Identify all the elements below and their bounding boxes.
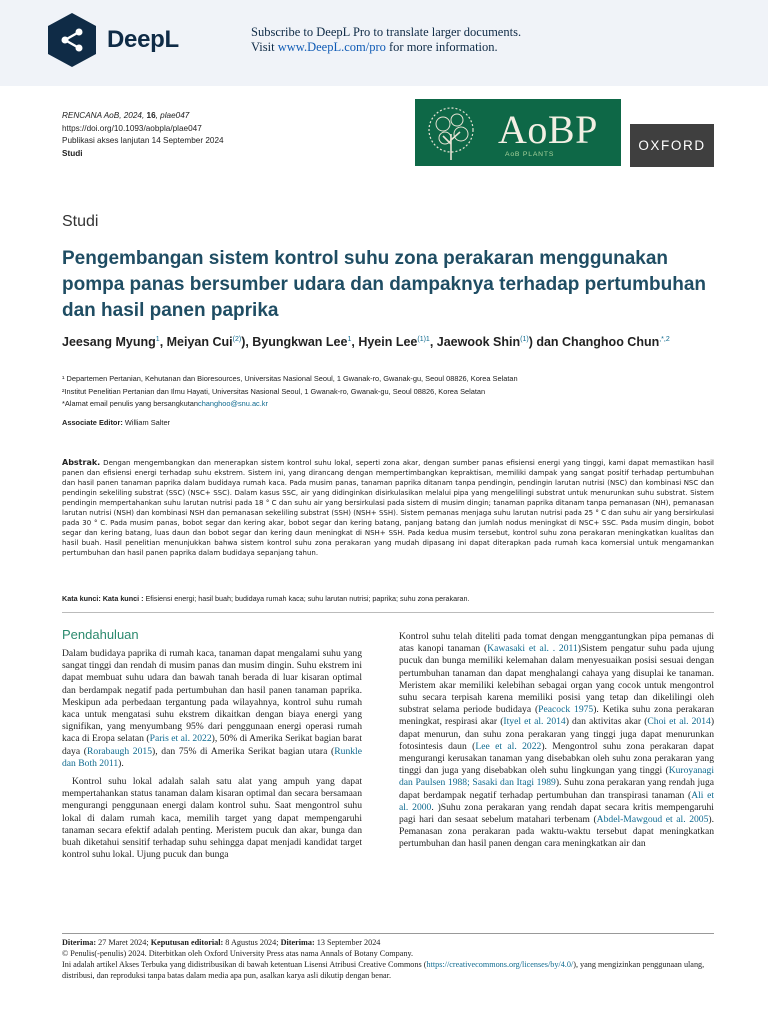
affiliations — [62, 373, 712, 411]
tree-icon — [421, 104, 481, 162]
affil-mark: 1 — [347, 336, 352, 343]
citation-link[interactable]: Rorabaugh 2015 — [87, 745, 152, 757]
divider — [62, 612, 714, 613]
citation-link[interactable]: Choi et al. 2014 — [647, 716, 711, 728]
keywords: Kata kunci: Kata kunci : Efisiensi energi; hasil buah; budidaya rumah kaca; suhu larutan nutrisi; paprika; suhu zona perakaran. — [62, 594, 470, 603]
author-name[interactable]: ) dan Changhoo Chun — [528, 335, 660, 350]
article-footer — [62, 937, 722, 981]
citation-link[interactable]: Lee et al. 2022 — [475, 740, 542, 752]
affiliation-2: ²Institut Penelitian Pertanian dan Ilmu Hayati, Universitas Nasional Seoul, 1 Gwanak-ro, Gwanak-gu, Seoul 08826, Korea Selatan — [62, 386, 486, 396]
deepl-banner — [0, 0, 768, 86]
aobp-wordmark: AoBP — [498, 107, 598, 152]
banner-line-2: Visit www.DeepL.com/pro for more information. — [251, 40, 498, 54]
citation-link[interactable]: Kawasaki et al. . 2011 — [487, 643, 578, 655]
author-name[interactable]: ), Byungkwan Lee — [241, 335, 348, 350]
access-date: Publikasi akses lanjutan 14 September 2024 — [62, 136, 224, 145]
article-type: Studi — [62, 213, 99, 230]
oxford-logo — [630, 124, 714, 167]
section-label: Studi — [62, 148, 83, 158]
citation-link[interactable]: Kuroyanagi dan Paulsen 1988; Sasaki dan Itagi 1989 — [399, 765, 714, 789]
deepl-brand: DeepL — [107, 26, 179, 53]
journal-citation: RENCANA AoB, 2024, 16, plae047 — [62, 111, 190, 120]
oxford-wordmark: OXFORD — [638, 138, 706, 153]
citation-link[interactable]: Peacock 1975 — [538, 704, 594, 716]
paragraph: Dalam budidaya paprika di rumah kaca, tanaman dapat mengalami suhu yang sangat tinggi dan rendah di musim panas dan musim dingin. Suhu ekstrem ini dapat membuat suhu udara dan bawah tanah berada di luar kisaran optimal dan berdampak negatif pada pertumbuhan dan hasil panen tanaman paprika. Meskipun ada perbedaan tergantung pada wilayahnya, kontrol suhu rumah kaca untuk mengatasi suhu ekstrem dikaitkan dengan biaya energi yang signifikan, yang menyumbang 95% dari penggunaan energi operasi rumah kaca di Eropa selatan (Paris et al. 2022), 50% di Amerika Serikat bagian barat daya (Rorabaugh 2015), dan 75% di Amerika Serikat bagian utara (Runkle dan Both 2011). — [62, 648, 362, 769]
dates-line: Diterima: 27 Maret 2024; Keputusan editorial: 8 Agustus 2024; Diterima: 13 September 2024 — [62, 938, 381, 947]
affil-mark: (2) — [232, 336, 242, 343]
abstract-text: Dengan mengembangkan dan menerapkan sistem kontrol suhu lokal, seperti zona akar, dengan sumber panas efisiensi energi yang tinggi, kami dapat memastikan hasil panen dan efisiensi energi terhadap suhu ekstrem. Sistem ini, yang dirancang dengan mempertimbangkan kepraktisan, memiliki dampak yang sangat positif terhadap pertumbuhan dan hasil panen tanaman paprika dalam budidaya rumah kaca. Pada musim panas, tanaman paprika ditanam tanpa pendingin, pendingin larutan nutrisi (NSC) dan kombinasi NSC dan pendingin sekeliling substrat (SSC) (NSC+ SSC). Dalam kasus SSC, air yang didinginkan disirkulasikan melalui pipa yang mengelilingi substrat untuk menurunkan suhu substrat. Sistem pendingin mempertahankan suhu larutan nutrisi pada 18 ° C dan suhu air yang bersirkulasi pada sistem di musim dingin; tanaman paprika ditanam tanpa pemanasan (NH), pemanasan larutan nutrisi (NSH) dan kombinasi NSH dan pemanasan sekeliling substrat (SSH) (NSH+ SSH). Sistem pemanas menjaga suhu larutan nutrisi pada 25 ° C dan suhu air yang bersirkulasi pada 30 ° C. Pada musim panas, bobot segar dan kering akar, bobot segar dan kering batang, panjang batang dan jumlah nodus meningkat di NSC+ SSC. Pada musim dingin, bobot segar dan kering batang, luas daun dan bobot segar dan kering daun meningkat di NSH+ SSH. Pada kedua musim tersebut, kontrol suhu zona perakaran meningkatkan kualitas dan hasil buah. Hasil penelitian menunjukkan bahwa sistem kontrol suhu zona perakaran yang mudah dipasang ini dapat diterapkan pada rumah kaca komersial untuk mengamankan pertumbuhan dan hasil panen paprika dalam budidaya sepanjang tahun. — [62, 459, 714, 557]
license-link[interactable]: https://creativecommons.org/licenses/by/4.0/ — [426, 960, 574, 969]
section-heading: Pendahuluan — [62, 627, 139, 642]
affiliation-1: ¹ Departemen Pertanian, Kehutanan dan Bioresources, Universitas Nasional Seoul, 1 Gwanak-ro, Gwanak-gu, Seoul 08826, Korea Selatan — [62, 374, 518, 383]
author-name[interactable]: , Hyein Lee — [351, 335, 418, 350]
author-name[interactable]: , Meiyan Cui — [159, 335, 233, 350]
author-list — [62, 331, 722, 351]
affil-mark: 1 — [155, 336, 160, 343]
deepl-share-icon[interactable] — [46, 12, 98, 68]
aobp-subtitle: AoB PLANTS — [505, 151, 555, 158]
affil-mark: ,*,2 — [659, 336, 670, 343]
aobp-logo — [415, 99, 621, 166]
citation-link[interactable]: Abdel-Mawgoud et al. 2005 — [596, 814, 709, 826]
corresponding-email[interactable]: changhoo@snu.ac.kr — [198, 399, 268, 408]
footer-divider — [62, 933, 714, 934]
body-column-left — [62, 648, 362, 861]
associate-editor: Associate Editor: William Salter — [62, 418, 171, 427]
doi-link[interactable]: https://doi.org/10.1093/aobpla/plae047 — [62, 123, 202, 133]
corresponding-author: *Alamat email penulis yang bersangkutanchanghoo@snu.ac.kr — [62, 399, 268, 408]
citation-link[interactable]: Paris et al. 2022 — [149, 733, 212, 745]
author-name[interactable]: , Jaewook Shin — [429, 335, 521, 350]
affil-mark: (1) — [520, 336, 529, 343]
paragraph: Kontrol suhu telah diteliti pada tomat dengan menggantungkan pipa pemanas di atas kanopi tanaman (Kawasaki et al. . 2011)Sistem pengatur suhu pada ujung pucuk dan bunga memiliki kelemahan dalam menyesuaikan posisi sesuai dengan pertumbuhan tanaman dan dapat menghalangi cahaya yang disuplai ke tanaman. Meristem akar memiliki kelebihan sebagai organ yang cocok untuk mengontrol suhu secara terpisah karena memiliki posisi yang tetap dan dikelilingi oleh substrat selama periode budidaya (Peacock 1975). Ketika suhu zona perakaran meningkat, respirasi akar (Ityel et al. 2014) dan aktivitas akar (Choi et al. 2014) dapat menurun, dan suhu zona perakaran yang tinggi juga dapat menurunkan fotosintesis daun (Lee et al. 2022). Mengontrol suhu zona perakaran dapat mengurangi kerusakan tanaman yang disebabkan oleh suhu zona perakaran yang tinggi dan juga yang disebabkan oleh suhu lingkungan yang tinggi (Kuroyanagi dan Paulsen 1988; Sasaki dan Itagi 1989). Suhu zona perakaran yang rendah juga dapat berdampak negatif terhadap pertumbuhan dan transpirasi tanaman (Ali et al. 2000. )Suhu zona perakaran yang rendah dapat secara kritis mempengaruhi pagi hari dan sesaat sebelum matahari terbenam (Abdel-Mawgoud et al. 2005). Pemanasan zona perakaran pada waktu-waktu tersebut dapat meningkatkan pertumbuhan dan hasil panen dengan cara meningkatkan air dan — [399, 631, 715, 850]
citation-link[interactable]: Ityel et al. 2014 — [503, 716, 566, 728]
copyright: © Penulis(-penulis) 2024. Diterbitkan oleh Oxford University Press atas nama Annals of Botany Company. — [62, 949, 414, 958]
paragraph: Kontrol suhu lokal adalah salah satu alat yang ampuh yang dapat mempertahankan status tanaman dalam kisaran optimal dan secara bersamaan mengurangi penggunaan energi dalam kontrol suhu. Saat mengontrol suhu lokal di dalam rumah kaca, memilih target yang dapat mempengaruhi tanaman secara efektif adalah penting. Meristem pucuk dan akar, bunga dan buah diketahui sensitif terhadap suhu sehingga dapat menjadi kandidat target kontrol suhu lokal. Ujung pucuk dan bunga — [62, 776, 362, 861]
abstract — [62, 458, 714, 558]
article-meta — [62, 110, 224, 160]
deepl-pro-link[interactable]: www.DeepL.com/pro — [277, 40, 386, 54]
banner-message — [251, 25, 521, 55]
banner-line-1: Subscribe to DeepL Pro to translate larger documents. — [251, 25, 522, 39]
affil-mark: (1)1 — [417, 336, 430, 343]
author-name[interactable]: Jeesang Myung — [62, 335, 156, 350]
citation-link[interactable]: Runkle dan Both 2011 — [62, 745, 362, 769]
citation-link[interactable]: Ali et al. 2000 — [399, 789, 714, 813]
article-title: Pengembangan sistem kontrol suhu zona perakaran menggunakan pompa panas bersumber udara dan dampaknya terhadap pertumbuhan dan hasil panen paprika — [62, 248, 707, 321]
abstract-label: Abstrak. — [62, 458, 101, 467]
license: Ini adalah artikel Akses Terbuka yang didistribusikan di bawah ketentuan Lisensi Atribusi Creative Commons (https://creativecommons.org/licenses/by/4.0/), yang mengizinkan penggunaan ulang, distribusi, dan reproduksi tanpa batas dalam media apa pun, asalkan karya asli dikutip dengan benar. — [62, 960, 705, 980]
body-column-right — [399, 631, 714, 851]
